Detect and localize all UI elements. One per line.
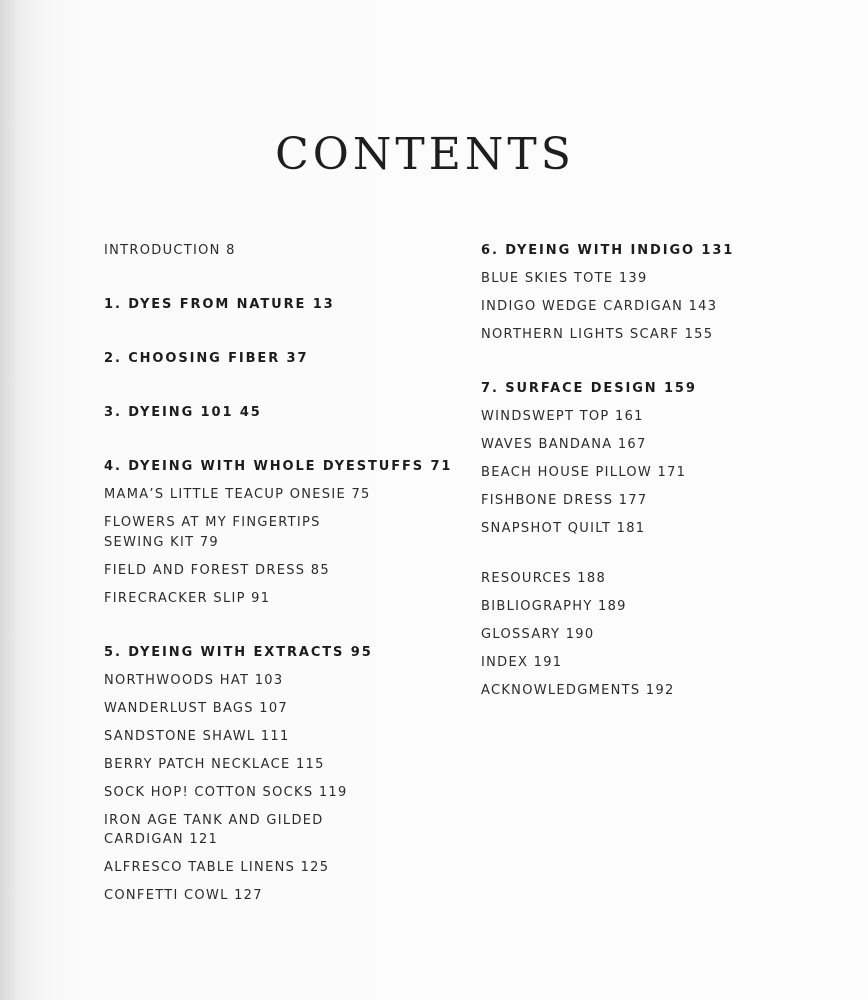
toc-back-matter-bibliography[interactable]: BIBLIOGRAPHY 189	[481, 599, 627, 614]
toc-chapter-2[interactable]: 2. CHOOSING FIBER 37	[104, 351, 309, 366]
toc-back-matter-glossary[interactable]: GLOSSARY 190	[481, 627, 595, 642]
toc-item[interactable]: IRON AGE TANK AND GILDED CARDIGAN 121	[104, 812, 324, 847]
toc-chapter-3[interactable]: 3. DYEING 101 45	[104, 405, 262, 420]
toc-chapter-7[interactable]: 7. SURFACE DESIGN 159	[481, 381, 697, 396]
toc-item[interactable]: SOCK HOP! COTTON SOCKS 119	[104, 784, 348, 800]
toc-item[interactable]: FIRECRACKER SLIP 91	[104, 590, 271, 606]
toc-item[interactable]: FLOWERS AT MY FINGERTIPS SEWING KIT 79	[104, 515, 321, 550]
toc-item[interactable]: BERRY PATCH NECKLACE 115	[104, 756, 325, 772]
toc-item[interactable]: ALFRESCO TABLE LINENS 125	[104, 860, 330, 875]
toc-item[interactable]: WAVES BANDANA 167	[481, 437, 647, 452]
toc-item[interactable]: FISHBONE DRESS 177	[481, 493, 648, 508]
toc-chapter-4[interactable]: 4. DYEING WITH WHOLE DYESTUFFS 71	[104, 459, 453, 474]
toc-item[interactable]: SANDSTONE SHAWL 111	[104, 728, 290, 744]
toc-chapter-6[interactable]: 6. DYEING WITH INDIGO 131	[481, 243, 735, 258]
page-title: CONTENTS	[275, 129, 575, 181]
toc-right-column	[481, 241, 841, 709]
toc-item[interactable]: BLUE SKIES TOTE 139	[481, 271, 648, 286]
toc-item[interactable]: NORTHWOODS HAT 103	[104, 672, 284, 688]
toc-item[interactable]: WINDSWEPT TOP 161	[481, 409, 644, 424]
toc-item[interactable]: BEACH HOUSE PILLOW 171	[481, 465, 687, 480]
toc-item[interactable]: FIELD AND FOREST DRESS 85	[104, 562, 330, 578]
toc-item[interactable]: CONFETTI COWL 127	[104, 888, 263, 903]
toc-item[interactable]: MAMA’S LITTLE TEACUP ONESIE 75	[104, 487, 371, 502]
toc-back-matter-resources[interactable]: RESOURCES 188	[481, 571, 607, 586]
toc-chapter-5[interactable]: 5. DYEING WITH EXTRACTS 95	[104, 644, 373, 660]
toc-item[interactable]: NORTHERN LIGHTS SCARF 155	[481, 327, 714, 342]
toc-back-matter-index[interactable]: INDEX 191	[481, 655, 563, 670]
toc-item[interactable]: INDIGO WEDGE CARDIGAN 143	[481, 299, 718, 314]
toc-item[interactable]: WANDERLUST BAGS 107	[104, 700, 289, 716]
toc-chapter-1[interactable]: 1. DYES FROM NATURE 13	[104, 297, 335, 312]
toc-item[interactable]: SNAPSHOT QUILT 181	[481, 521, 646, 536]
toc-left-column	[104, 241, 464, 914]
toc-entry-introduction[interactable]: INTRODUCTION 8	[104, 243, 236, 258]
toc-back-matter-acknowledgments[interactable]: ACKNOWLEDGMENTS 192	[481, 683, 675, 698]
